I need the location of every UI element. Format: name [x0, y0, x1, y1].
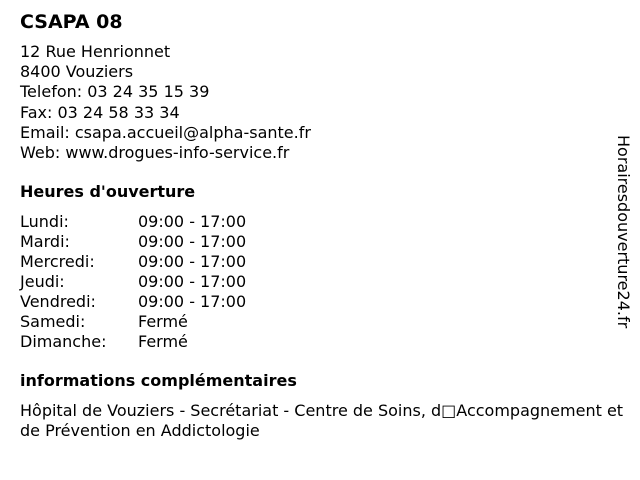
- day-label: Mercredi:: [20, 252, 95, 272]
- day-time: 09:00 - 17:00: [138, 212, 247, 232]
- day-time: 09:00 - 17:00: [138, 252, 247, 272]
- web-line: Web: www.drogues-info-service.fr: [20, 143, 290, 163]
- hours-list: [20, 212, 620, 352]
- day-label: Jeudi:: [20, 272, 65, 292]
- org-name: CSAPA 08: [20, 11, 123, 33]
- day-label: Vendredi:: [20, 292, 96, 312]
- address-line-2: 8400 Vouziers: [20, 62, 134, 82]
- day-label: Dimanche:: [20, 332, 107, 352]
- day-time: Fermé: [138, 312, 188, 332]
- hours-row-wednesday: [20, 252, 620, 272]
- hours-row-saturday: [20, 312, 620, 332]
- hours-row-monday: [20, 212, 620, 232]
- hours-heading: Heures d'ouverture: [20, 182, 196, 202]
- day-label: Lundi:: [20, 212, 69, 232]
- hours-row-thursday: [20, 272, 620, 292]
- day-label: Mardi:: [20, 232, 70, 252]
- day-time: Fermé: [138, 332, 188, 352]
- day-time: 09:00 - 17:00: [138, 272, 247, 292]
- day-time: 09:00 - 17:00: [138, 232, 247, 252]
- hours-row-sunday: [20, 332, 620, 352]
- address-line-1: 12 Rue Henrionnet: [20, 42, 171, 61]
- hours-row-tuesday: [20, 232, 620, 252]
- email-line: Email: csapa.accueil@alpha-sante.fr: [20, 122, 311, 142]
- day-time: 09:00 - 17:00: [138, 292, 247, 312]
- fax-line: Fax: 03 24 58 33 34: [20, 102, 180, 122]
- hours-row-friday: [20, 292, 620, 312]
- info-text: Hôpital de Vouziers - Secrétariat - Centre de Soins, d□Accompagnement et de Prévention en Addictologie: [20, 401, 624, 441]
- site-watermark: Horairesdouverture24.fr: [614, 135, 633, 329]
- day-label: Samedi:: [20, 312, 86, 332]
- phone-line: Telefon: 03 24 35 15 39: [20, 82, 210, 102]
- info-heading: informations complémentaires: [20, 371, 297, 391]
